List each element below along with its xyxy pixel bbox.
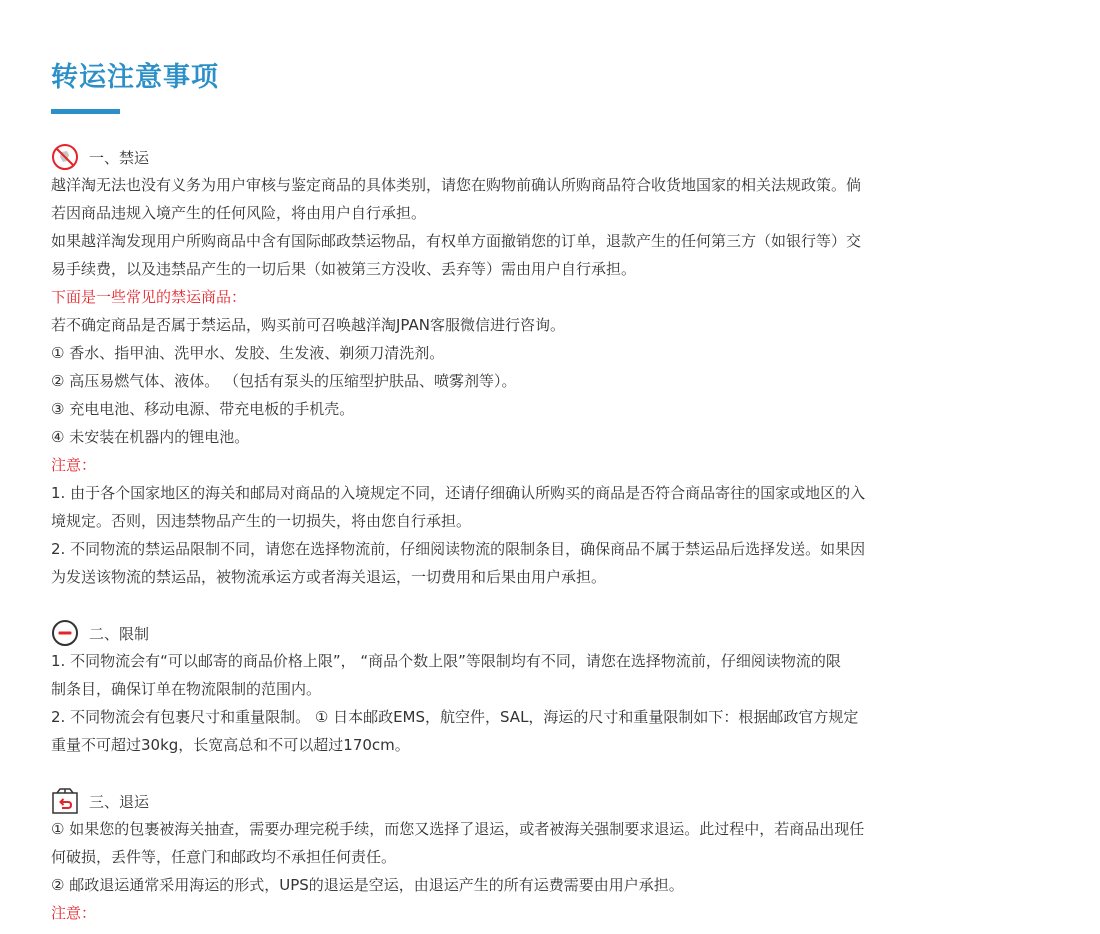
text-line: 若不确定商品是否属于禁运品，购买前可召唤越洋淘JPAN客服微信进行咨询。	[51, 316, 565, 334]
section-title: 二、限制	[89, 624, 150, 643]
minus-circle-icon	[51, 619, 79, 647]
text-line: 为发送该物流的禁运品，被物流承运方或者海关退运，一切费用和后果由用户承担。	[51, 568, 607, 586]
text-line: 1. 由于各个国家地区的海关和邮局对商品的入境规定不同，还请仔细确认所购买的商品是否符合商品寄往的国家或地区的入	[51, 484, 866, 502]
text-line: 越洋淘无法也没有义务为用户审核与鉴定商品的具体类别，请您在购物前确认所购商品符合收货地国家的相关法规政策。倘	[51, 176, 862, 194]
text-line: 2. 不同物流会有包裹尺寸和重量限制。 ① 日本邮政EMS，航空件，SAL，海运的尺寸和重量限制如下：根据邮政官方规定	[51, 708, 859, 726]
section-return	[51, 787, 1056, 927]
text-line: 1. 不同物流会有“可以邮寄的商品价格上限”， “商品个数上限”等限制均有不同，请您在选择物流前，仔细阅读物流的限	[51, 652, 841, 670]
section-header	[51, 619, 1056, 647]
list-item: ① 香水、指甲油、洗甲水、发胶、生发液、剃须刀清洗剂。	[51, 344, 445, 362]
text-line: 易手续费，以及违禁品产生的一切后果（如被第三方没收、丢弃等）需由用户自行承担。	[51, 260, 637, 278]
text-line: 制条目，确保订单在物流限制的范围内。	[51, 680, 322, 698]
section-title: 一、禁运	[89, 148, 150, 167]
warning-text: 注意：	[51, 456, 97, 474]
list-item: ② 高压易燃气体、液体。 （包括有泵头的压缩型护肤品、喷雾剂等）。	[51, 372, 517, 390]
page-title: 转运注意事项	[51, 62, 219, 93]
warning-text: 下面是一些常见的禁运商品：	[51, 288, 247, 306]
title-underline	[51, 109, 120, 114]
return-box-icon	[51, 787, 79, 815]
text-line: 境规定。否则，因违禁物品产生的一切损失，将由您自行承担。	[51, 512, 472, 530]
text-line: 何破损，丢件等，任意门和邮政均不承担任何责任。	[51, 848, 397, 866]
text-line: 如果越洋淘发现用户所购商品中含有国际邮政禁运物品，有权单方面撤销您的订单，退款产生的任何第三方（如银行等）交	[51, 232, 862, 250]
text-line: 若因商品违规入境产生的任何风险，将由用户自行承担。	[51, 204, 427, 222]
text-line: 重量不可超过30kg，长宽高总和不可以超过170cm。	[51, 736, 410, 754]
list-item: ③ 充电电池、移动电源、带充电板的手机壳。	[51, 400, 355, 418]
list-item: ① 如果您的包裹被海关抽查，需要办理完税手续，而您又选择了退运，或者被海关强制要求退运。此过程中，若商品出现任	[51, 820, 865, 838]
warning-text: 注意：	[51, 904, 97, 922]
section-header	[51, 143, 1056, 171]
list-item: ④ 未安装在机器内的锂电池。	[51, 428, 250, 446]
section-prohibited	[51, 143, 1056, 591]
section-restrictions	[51, 619, 1056, 759]
section-header	[51, 787, 1056, 815]
section-title: 三、退运	[89, 792, 150, 811]
text-line: 2. 不同物流的禁运品限制不同，请您在选择物流前，仔细阅读物流的限制条目，确保商品不属于禁运品后选择发送。如果因	[51, 540, 866, 558]
forbidden-icon	[51, 143, 79, 171]
list-item: ② 邮政退运通常采用海运的形式，UPS的退运是空运，由退运产生的所有运费需要由用户承担。	[51, 876, 684, 894]
